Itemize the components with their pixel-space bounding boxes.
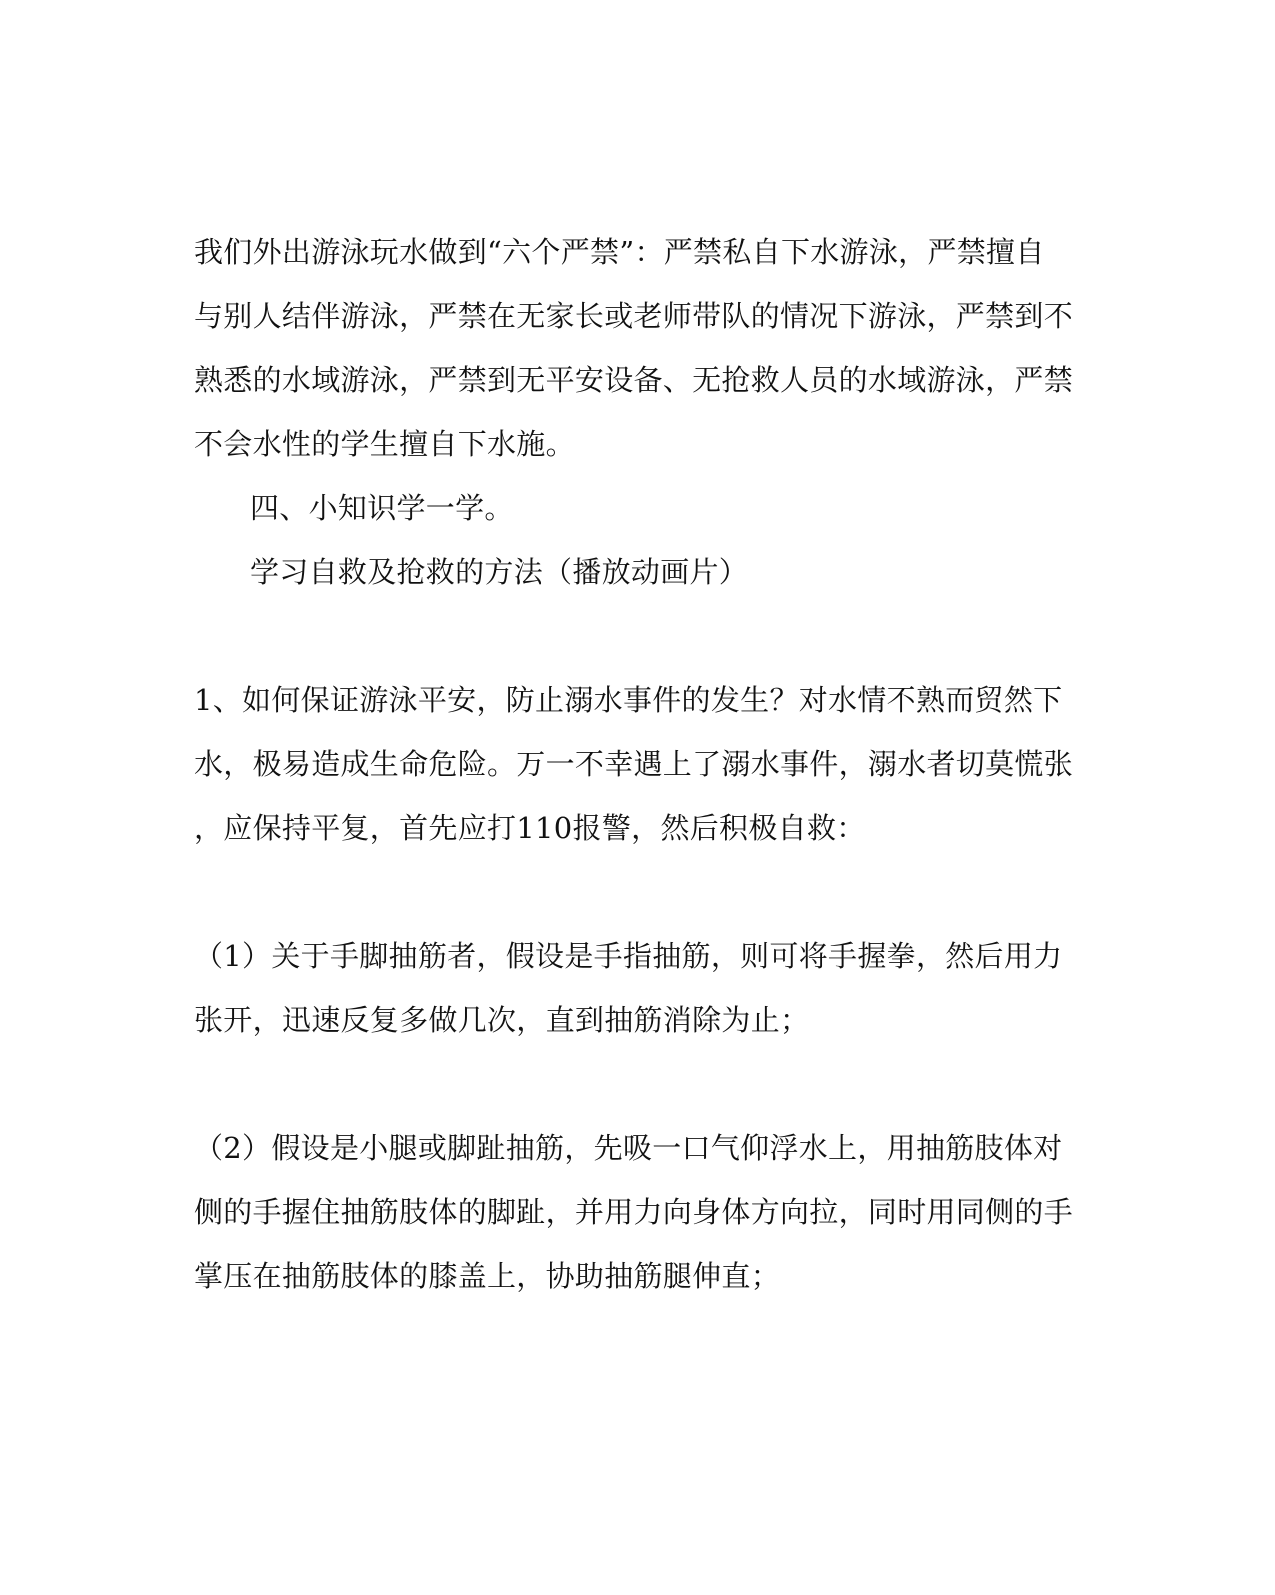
rules-line-3: 熟悉的水域游泳，严禁到无平安设备、无抢救人员的水域游泳，严禁 bbox=[194, 363, 1074, 397]
rules-line-2: 与别人结伴游泳，严禁在无家长或老师带队的情况下游泳，严禁到不 bbox=[194, 299, 1074, 333]
paragraph-1-line-2: 水，极易造成生命危险。万一不幸遇上了溺水事件，溺水者切莫慌张 bbox=[194, 747, 1074, 781]
rules-line-4: 不会水性的学生擅自下水施。 bbox=[194, 427, 575, 461]
paragraph-3-line-3: 掌压在抽筋肢体的膝盖上，协助抽筋腿伸直； bbox=[194, 1259, 781, 1293]
paragraph-1-line-1: 1、如何保证游泳平安，防止溺水事件的发生？对水情不熟而贸然下 bbox=[194, 683, 1063, 717]
subheading: 学习自救及抢救的方法（播放动画片） bbox=[250, 555, 749, 589]
paragraph-2-line-2: 张开，迅速反复多做几次，直到抽筋消除为止； bbox=[194, 1003, 810, 1037]
rules-line-1: 我们外出游泳玩水做到“六个严禁”：严禁私自下水游泳，严禁擅自 bbox=[194, 235, 1045, 269]
paragraph-3-line-2: 侧的手握住抽筋肢体的脚趾，并用力向身体方向拉，同时用同侧的手 bbox=[194, 1195, 1074, 1229]
paragraph-3-line-1: （2）假设是小腿或脚趾抽筋，先吸一口气仰浮水上，用抽筋肢体对 bbox=[194, 1131, 1063, 1165]
section-heading: 四、小知识学一学。 bbox=[250, 491, 514, 525]
paragraph-1-line-3: ，应保持平复，首先应打110报警，然后积极自救： bbox=[194, 811, 866, 845]
paragraph-2-line-1: （1）关于手脚抽筋者，假设是手指抽筋，则可将手握拳，然后用力 bbox=[194, 939, 1063, 973]
